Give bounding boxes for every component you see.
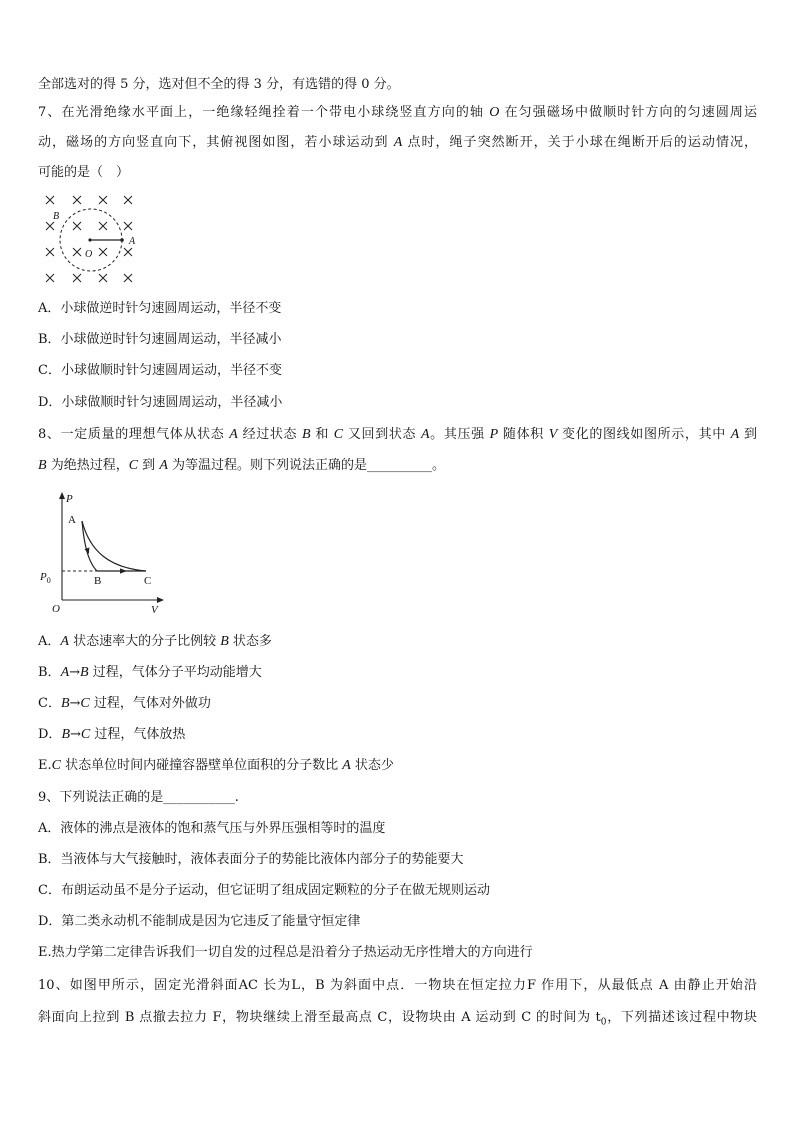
field-cross-mark: [73, 274, 81, 282]
label-a: A: [129, 236, 136, 247]
field-cross-mark: [99, 248, 107, 256]
text-run: 8、一定质量的理想气体从状态: [38, 427, 230, 442]
text-run: D．小球做顺时针匀速圆周运动，半径减小: [38, 395, 283, 410]
math-variable: A: [229, 427, 238, 442]
math-variable: C: [128, 458, 139, 473]
field-cross-mark: [99, 274, 107, 282]
text-run: 过程，气体放热: [90, 727, 186, 742]
field-cross-mark: [124, 222, 132, 230]
state-c-label: C: [144, 575, 152, 587]
q7-stem-line-3: [38, 163, 757, 183]
math-variable: A: [730, 427, 740, 442]
q8-stem-line-2: [38, 456, 757, 476]
text-run: 到: [739, 427, 758, 442]
text-run: 可能的是（ ）: [38, 165, 130, 180]
text-run: →: [70, 727, 81, 742]
q8-option-b: [38, 663, 757, 683]
axis-point-o: [88, 238, 91, 241]
text-run: 状态速率大的分子比例较: [68, 634, 221, 649]
text-run: 过程，气体分子平均动能增大: [88, 665, 262, 680]
text-run: C．: [38, 696, 61, 711]
math-variable: B: [301, 427, 311, 442]
text-run: C．布朗运动虽不是分子运动，但它证明了组成固定颗粒的分子在做无规则运动: [38, 883, 490, 898]
math-variable: C: [80, 696, 90, 711]
text-run: B．: [38, 665, 61, 680]
math-variable: B: [61, 727, 70, 742]
text-run: 变化的图线如图所示，其中: [557, 427, 731, 442]
math-variable: A: [342, 758, 351, 773]
label-o: O: [85, 249, 93, 260]
q7-option-a: [38, 299, 757, 319]
math-variable: B: [38, 458, 47, 473]
v-axis-label: V: [151, 604, 158, 616]
text-run: 在匀强磁场中做顺时针方向的匀速圆周运: [499, 105, 758, 120]
q7-option-c: [38, 361, 757, 381]
text-run: 点时，绳子突然断开，关于小球在绳断开后的运动情况，: [402, 135, 757, 150]
text-run: A．液体的沸点是液体的饱和蒸气压与外界压强相等时的温度: [38, 821, 386, 836]
math-variable: O: [489, 105, 500, 120]
state-a-label: A: [68, 514, 76, 526]
q7-stem-line-1: [38, 103, 757, 123]
math-variable: C: [51, 758, 61, 773]
q9-option-e: [38, 943, 757, 963]
field-cross-mark: [73, 222, 81, 230]
p-axis-label: P: [66, 493, 73, 505]
text-run: 状态多: [228, 634, 272, 649]
q9-stem: [38, 788, 757, 808]
text-run: →: [69, 665, 81, 680]
q10-stem-line-1: [38, 976, 757, 996]
text-run: A．小球做逆时针匀速圆周运动，半径不变: [38, 301, 282, 316]
text-run: E.热力学第二定律告诉我们一切自发的过程总是沿着分子热运动无序性增大的方向进行: [38, 945, 533, 960]
q8-option-e: [38, 756, 757, 776]
text-run: D．第二类永动机不能制成是因为它违反了能量守恒定律: [38, 914, 361, 929]
text-run: 和: [310, 427, 334, 442]
text-run: B．小球做逆时针匀速圆周运动，半径减小: [38, 332, 282, 347]
p0-symbol: P: [40, 571, 47, 583]
text-run: 状态少: [350, 758, 394, 773]
text-run: 过程，气体对外做功: [89, 696, 211, 711]
q8-stem-line-1: [38, 425, 757, 445]
field-cross-mark: [73, 248, 81, 256]
field-cross-mark: [124, 274, 132, 282]
text-run: 7、在光滑绝缘水平面上，一绝缘轻绳拴着一个带电小球绕竖直方向的轴: [38, 105, 490, 120]
text-run: 经过状态: [237, 427, 302, 442]
q8-option-d: [38, 725, 757, 745]
field-cross-mark: [46, 274, 54, 282]
math-variable: A: [60, 665, 70, 680]
text-run: E.: [38, 758, 52, 773]
field-cross-mark: [46, 196, 54, 204]
text-run: A．: [38, 634, 61, 649]
magnetic-field-figure: [40, 190, 145, 290]
text-run: 为绝热过程，: [46, 458, 129, 473]
field-cross-mark: [124, 248, 132, 256]
q8-option-c: [38, 694, 757, 714]
q8-option-a: [38, 632, 757, 652]
math-variable: A: [393, 135, 403, 150]
text-run: 斜面向上拉到 B 点撤去拉力 F，物块继续上滑至最高点 C，设物块由 A 运动到 C 的时间为 t: [38, 1010, 601, 1025]
field-cross-mark: [73, 196, 81, 204]
label-b: B: [53, 211, 60, 222]
ball-point-a: [120, 238, 124, 242]
text-run: 为等温过程。则下列说法正确的是__________。: [167, 458, 446, 473]
text-run: C．小球做顺时针匀速圆周运动，半径不变: [38, 363, 282, 378]
text-run: 10、如图甲所示，固定光滑斜面AC 长为L，B 为斜面中点．一物块在恒定拉力F 作用下，从最低点 A 由静止开始沿: [38, 978, 757, 993]
pv-diagram: [38, 488, 170, 616]
math-variable: A: [60, 634, 69, 649]
math-variable: V: [548, 427, 558, 442]
field-cross-mark: [99, 196, 107, 204]
p0-subscript: 0: [46, 576, 51, 585]
text-run: 随体积: [498, 427, 549, 442]
math-variable: B: [220, 634, 229, 649]
q7-stem-line-2: [38, 133, 757, 153]
q9-option-c: [38, 881, 757, 901]
math-variable: P: [489, 427, 499, 442]
field-cross-mark: [46, 248, 54, 256]
text-run: 到: [138, 458, 160, 473]
state-b-label: B: [94, 575, 102, 587]
q7-option-d: [38, 393, 757, 413]
text-run: 。其压强: [429, 427, 490, 442]
q9-option-d: [38, 912, 757, 932]
field-cross-mark: [46, 222, 54, 230]
field-cross-mark: [124, 196, 132, 204]
math-variable: B: [60, 696, 70, 711]
v-axis-arrow: [157, 597, 164, 603]
text-run: B．当液体与大气接触时，液体表面分子的势能比液体内部分子的势能要大: [38, 852, 464, 867]
math-variable: A: [159, 458, 168, 473]
q10-stem-line-2: [38, 1008, 757, 1028]
p-axis-arrow: [59, 492, 65, 499]
text-run: 状态单位时间内碰撞容器壁单位面积的分子数比: [60, 758, 343, 773]
origin-label: O: [52, 603, 60, 615]
math-variable: A: [420, 427, 430, 442]
text-run: ，下列描述该过程中物块: [606, 1010, 757, 1025]
math-variable: C: [80, 727, 91, 742]
scoring-note: 全部选对的得 5 分，选对但不全的得 3 分，有选错的得 0 分。: [38, 77, 400, 92]
text-run: →: [69, 696, 81, 711]
isobaric-direction-arrow: [120, 568, 127, 573]
field-cross-mark: [99, 222, 107, 230]
math-variable: B: [80, 665, 89, 680]
text-run: D．: [38, 727, 62, 742]
text-run: 动，磁场的方向竖直向下，其俯视图如图，若小球运动到: [38, 135, 394, 150]
math-variable: C: [333, 427, 344, 442]
q9-option-a: [38, 819, 757, 839]
q7-option-b: [38, 330, 757, 350]
text-run: 9、下列说法正确的是___________.: [38, 790, 239, 805]
p0-label: [39, 571, 51, 585]
subscript: 0: [600, 1017, 607, 1028]
text-run: 又回到状态: [343, 427, 421, 442]
q9-option-b: [38, 850, 757, 870]
